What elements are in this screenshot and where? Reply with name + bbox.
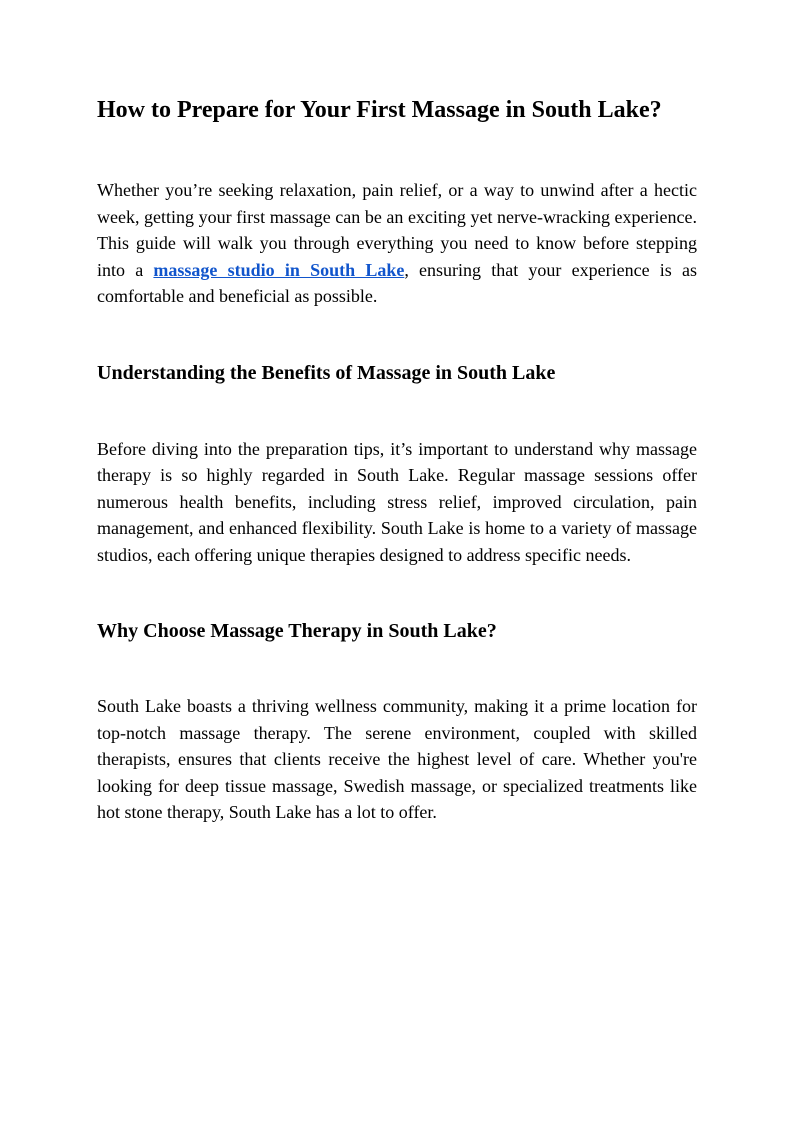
section-body-benefits: Before diving into the preparation tips, it’s important to understand why massage therapy is so highly regarded in South Lake. Regular massage sessions offer numerous health benefits, including stress relief, improved circulation, pain management, and enhanced flexibility. South Lake is home to a variety of massage studios, each offering unique therapies designed to address specific needs. [97, 438, 697, 565]
intro-paragraph [97, 177, 697, 310]
page-title: How to Prepare for Your First Massage in South Lake? [97, 97, 662, 123]
massage-studio-link[interactable]: massage studio in South Lake [153, 259, 405, 280]
intro-text-after-link: , ensuring that your experience is as comfortable and beneficial as possible. [97, 259, 698, 306]
document-page [97, 94, 697, 826]
intro-text-before-link: Whether you’re seeking relaxation, pain relief, or a way to unwind after a hectic week, getting your first massage can be an exciting yet nerve-wracking experience. This guide will walk you through everything you need to know before stepping into a [97, 180, 697, 280]
section-heading-benefits: Understanding the Benefits of Massage in South Lake [97, 361, 556, 384]
section-body-why-choose: South Lake boasts a thriving wellness community, making it a prime location for top-notch massage therapy. The serene environment, coupled with skilled therapists, ensures that clients receive the highest level of care. Whether you're looking for deep tissue massage, Swedish massage, or specialized treatments like hot stone therapy, South Lake has a lot to offer. [97, 696, 697, 822]
section-heading-why-choose: Why Choose Massage Therapy in South Lake? [97, 620, 497, 642]
